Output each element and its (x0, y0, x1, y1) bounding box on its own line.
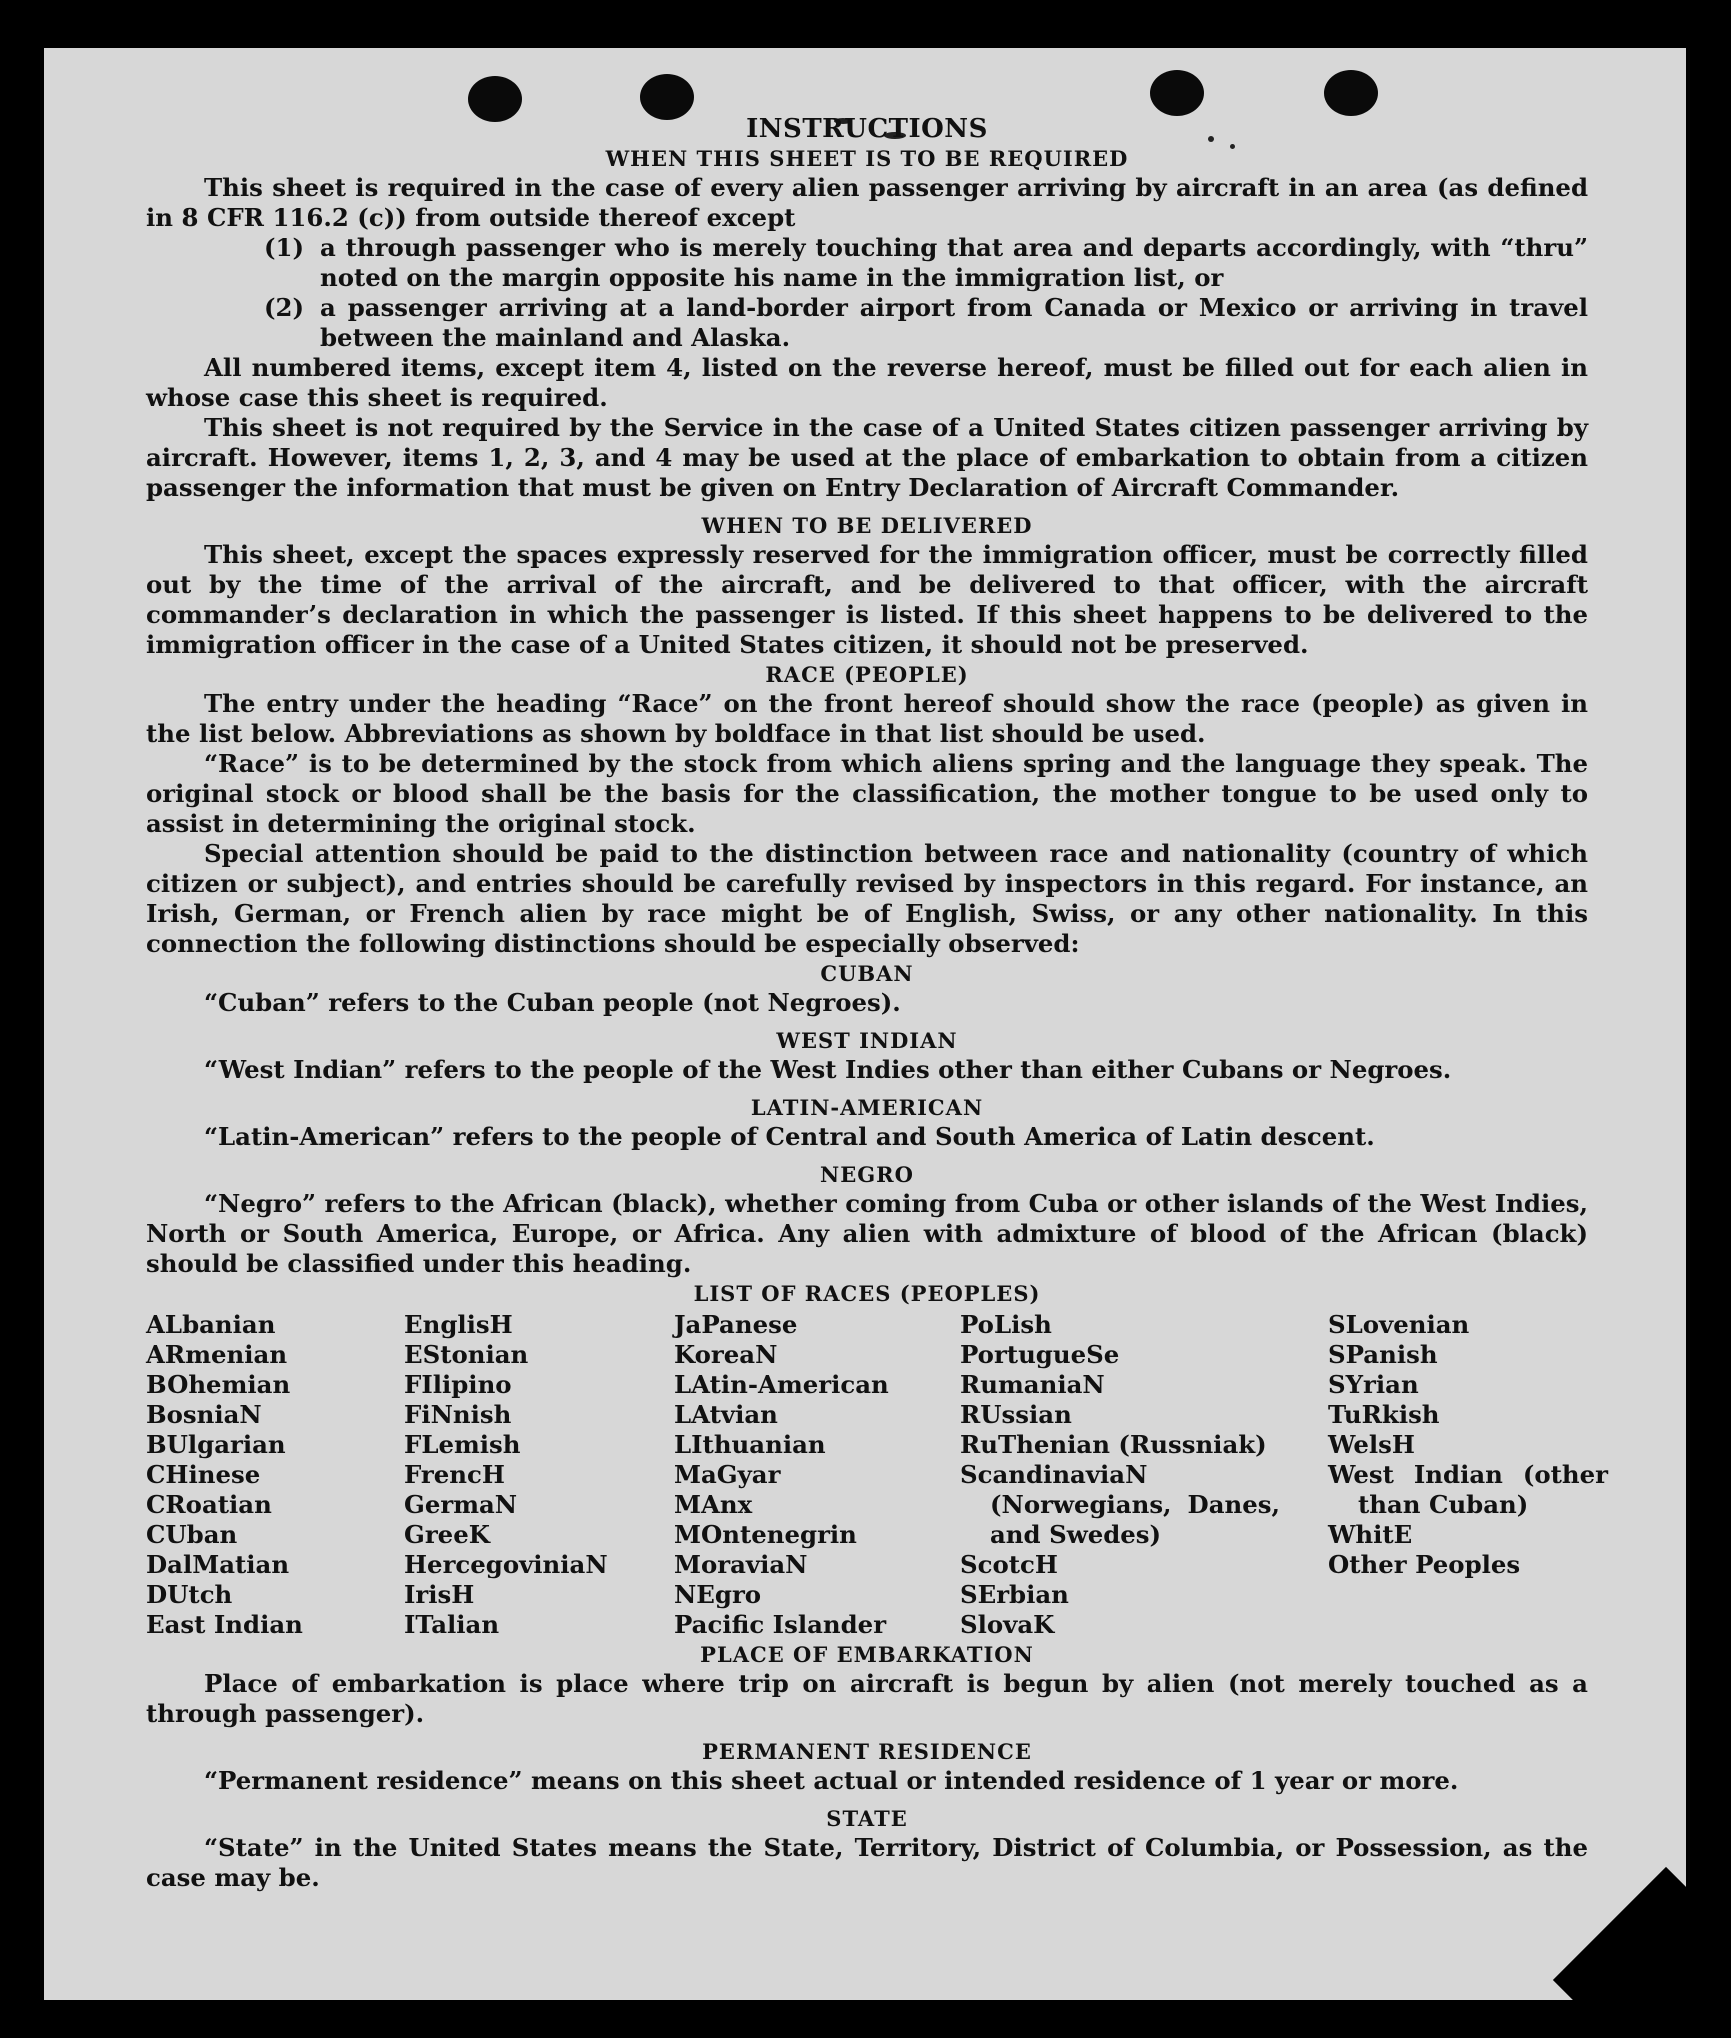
punch-hole (1324, 70, 1378, 116)
races-table (146, 1310, 1608, 1640)
race-entry: BosniaN (146, 1400, 262, 1429)
list-item-text: a passenger arriving at a land-border airport from Canada or Mexico or arriving in travel between the mainland and Alaska. (320, 293, 1588, 352)
races-column-1 (146, 1310, 404, 1640)
race-entry: CHinese (146, 1460, 261, 1489)
race-entry: FrencH (404, 1460, 505, 1489)
race-entry: LAtvian (674, 1400, 778, 1429)
required-paragraph-3: This sheet is not required by the Service in the case of a United States citizen passenger arriving by aircraft. However, items 1, 2, 3, and 4 may be used at the place of embarkation to obtain from a citizen passenger the information that must be given on Entry Declaration of Aircraft Commander. (146, 413, 1588, 502)
heading-west-indian: WEST INDIAN (776, 1028, 958, 1053)
heading-embarkation: PLACE OF EMBARKATION (700, 1642, 1034, 1667)
list-item-number: (2) (264, 293, 305, 322)
race-entry: ALbanian (146, 1310, 276, 1339)
race-entry: WhitE (1328, 1520, 1413, 1549)
race-paragraph-1: The entry under the heading “Race” on the front hereof should show the race (people) as given in the list below. Abbreviations as shown by boldface in that list should be used. (146, 689, 1588, 748)
race-entry: MaGyar (674, 1460, 781, 1489)
race-entry: FIlipino (404, 1370, 512, 1399)
race-entry: NEgro (674, 1580, 762, 1609)
race-entry: MAnx (674, 1490, 753, 1519)
state-text: “State” in the United States means the State, Territory, District of Columbia, or Possession, as the case may be. (146, 1833, 1588, 1892)
race-entry: MoraviaN (674, 1550, 808, 1579)
race-entry: PoLish (960, 1310, 1052, 1339)
race-entry: ITalian (404, 1610, 500, 1639)
race-entry: BOhemian (146, 1370, 291, 1399)
race-entry: RUssian (960, 1400, 1072, 1429)
race-entry: CRoatian (146, 1490, 272, 1519)
race-entry: Other Peoples (1328, 1550, 1521, 1579)
race-entry: BUlgarian (146, 1430, 286, 1459)
race-entry: DalMatian (146, 1550, 290, 1579)
race-entry: ScotcH (960, 1550, 1058, 1579)
heading-list-of-races: LIST OF RACES (PEOPLES) (693, 1281, 1041, 1306)
race-entry: HercegoviniaN (404, 1550, 608, 1579)
heading-latin-american: LATIN-AMERICAN (750, 1095, 984, 1120)
race-entry: East Indian (146, 1610, 303, 1639)
required-intro: This sheet is required in the case of every alien passenger arriving by aircraft in an area (as defined in 8 CFR 116.2 (c)) from outside thereof except (146, 173, 1588, 232)
race-entry: SPanish (1328, 1340, 1438, 1369)
races-column-2 (404, 1310, 674, 1640)
race-entry: GermaN (404, 1490, 518, 1519)
race-entry: CUban (146, 1520, 238, 1549)
race-entry: TuRkish (1328, 1400, 1440, 1429)
race-entry: MOntenegrin (674, 1520, 857, 1549)
race-entry: FiNnish (404, 1400, 512, 1429)
negro-text: “Negro” refers to the African (black), whether coming from Cuba or other islands of the West Indies, North or South America, Europe, or Africa. Any alien with admixture of blood of the African (black) should be classified under this heading. (146, 1189, 1588, 1278)
race-paragraph-3: Special attention should be paid to the distinction between race and nationality (country of which citizen or subject), and entries should be carefully revised by inspectors in this regard. For instance, an Irish, German, or French alien by race might be of English, Swiss, or any other nationality. In this connection the following distinctions should be especially observed: (146, 839, 1588, 958)
west-indian-text: “West Indian” refers to the people of the West Indies other than either Cubans or Negroes. (204, 1055, 1452, 1084)
list-item-text: a through passenger who is merely touching that area and departs accordingly, with “thru” noted on the margin opposite his name in the immigration list, or (320, 233, 1588, 292)
page-title: INSTRUCTIONS (746, 114, 988, 144)
race-entry: ScandinaviaN (Norwegians, Danes, and Swedes) (960, 1460, 1280, 1549)
race-entry: SLovenian (1328, 1310, 1470, 1339)
required-paragraph-2: All numbered items, except item 4, listed on the reverse hereof, must be filled out for each alien in whose case this sheet is required. (146, 353, 1588, 412)
list-item (264, 293, 1588, 353)
heading-negro: NEGRO (820, 1162, 914, 1187)
delivered-text: This sheet, except the spaces expressly reserved for the immigration officer, must be correctly filled out by the time of the arrival of the aircraft, and be delivered to that officer, with the aircraft commander’s declaration in which the passenger is listed. If this sheet happens to be delivered to the immigration officer in the case of a United States citizen, it should not be preserved. (146, 540, 1588, 659)
race-entry: EnglisH (404, 1310, 513, 1339)
heading-cuban: CUBAN (820, 961, 914, 986)
race-entry: SYrian (1328, 1370, 1419, 1399)
cuban-text: “Cuban” refers to the Cuban people (not Negroes). (204, 988, 901, 1017)
list-item-number: (1) (264, 233, 305, 262)
races-column-3 (674, 1310, 960, 1640)
race-entry: GreeK (404, 1520, 490, 1549)
latin-american-text: “Latin-American” refers to the people of Central and South America of Latin descent. (204, 1122, 1375, 1151)
race-entry: DUtch (146, 1580, 233, 1609)
heading-residence: PERMANENT RESIDENCE (702, 1739, 1032, 1764)
race-entry: KoreaN (674, 1340, 778, 1369)
races-column-5 (1328, 1310, 1608, 1640)
race-entry: ARmenian (146, 1340, 288, 1369)
embarkation-text: Place of embarkation is place where trip on aircraft is begun by alien (not merely touched as a through passenger). (146, 1669, 1588, 1728)
heading-state: STATE (826, 1806, 908, 1831)
race-entry: EStonian (404, 1340, 529, 1369)
heading-required: WHEN THIS SHEET IS TO BE REQUIRED (605, 146, 1129, 171)
race-entry: LIthuanian (674, 1430, 826, 1459)
heading-race: RACE (PEOPLE) (765, 662, 969, 687)
race-entry: IrisH (404, 1580, 475, 1609)
race-entry: LAtin-American (674, 1370, 889, 1399)
race-entry: RuThenian (Russniak) (960, 1430, 1267, 1459)
race-entry: SlovaK (960, 1610, 1055, 1639)
race-paragraph-2: “Race” is to be determined by the stock from which aliens spring and the language they speak. The original stock or blood shall be the basis for the classification, the mother tongue to be used only to assist in determining the original stock. (146, 749, 1588, 838)
races-column-4 (960, 1310, 1328, 1640)
heading-delivered: WHEN TO BE DELIVERED (701, 513, 1033, 538)
instructions-content (146, 114, 1608, 1893)
race-entry: RumaniaN (960, 1370, 1105, 1399)
race-entry: FLemish (404, 1430, 521, 1459)
race-entry: PortugueSe (960, 1340, 1120, 1369)
race-entry: West Indian (other than Cuban) (1328, 1460, 1608, 1519)
race-entry: WelsH (1328, 1430, 1415, 1459)
document-sheet (44, 48, 1686, 2000)
race-entry: SErbian (960, 1580, 1069, 1609)
race-entry: Pacific Islander (674, 1610, 887, 1639)
list-item (264, 233, 1588, 293)
race-entry: JaPanese (674, 1310, 798, 1339)
punch-hole (1150, 70, 1204, 116)
residence-text: “Permanent residence” means on this sheet actual or intended residence of 1 year or more. (204, 1766, 1459, 1795)
